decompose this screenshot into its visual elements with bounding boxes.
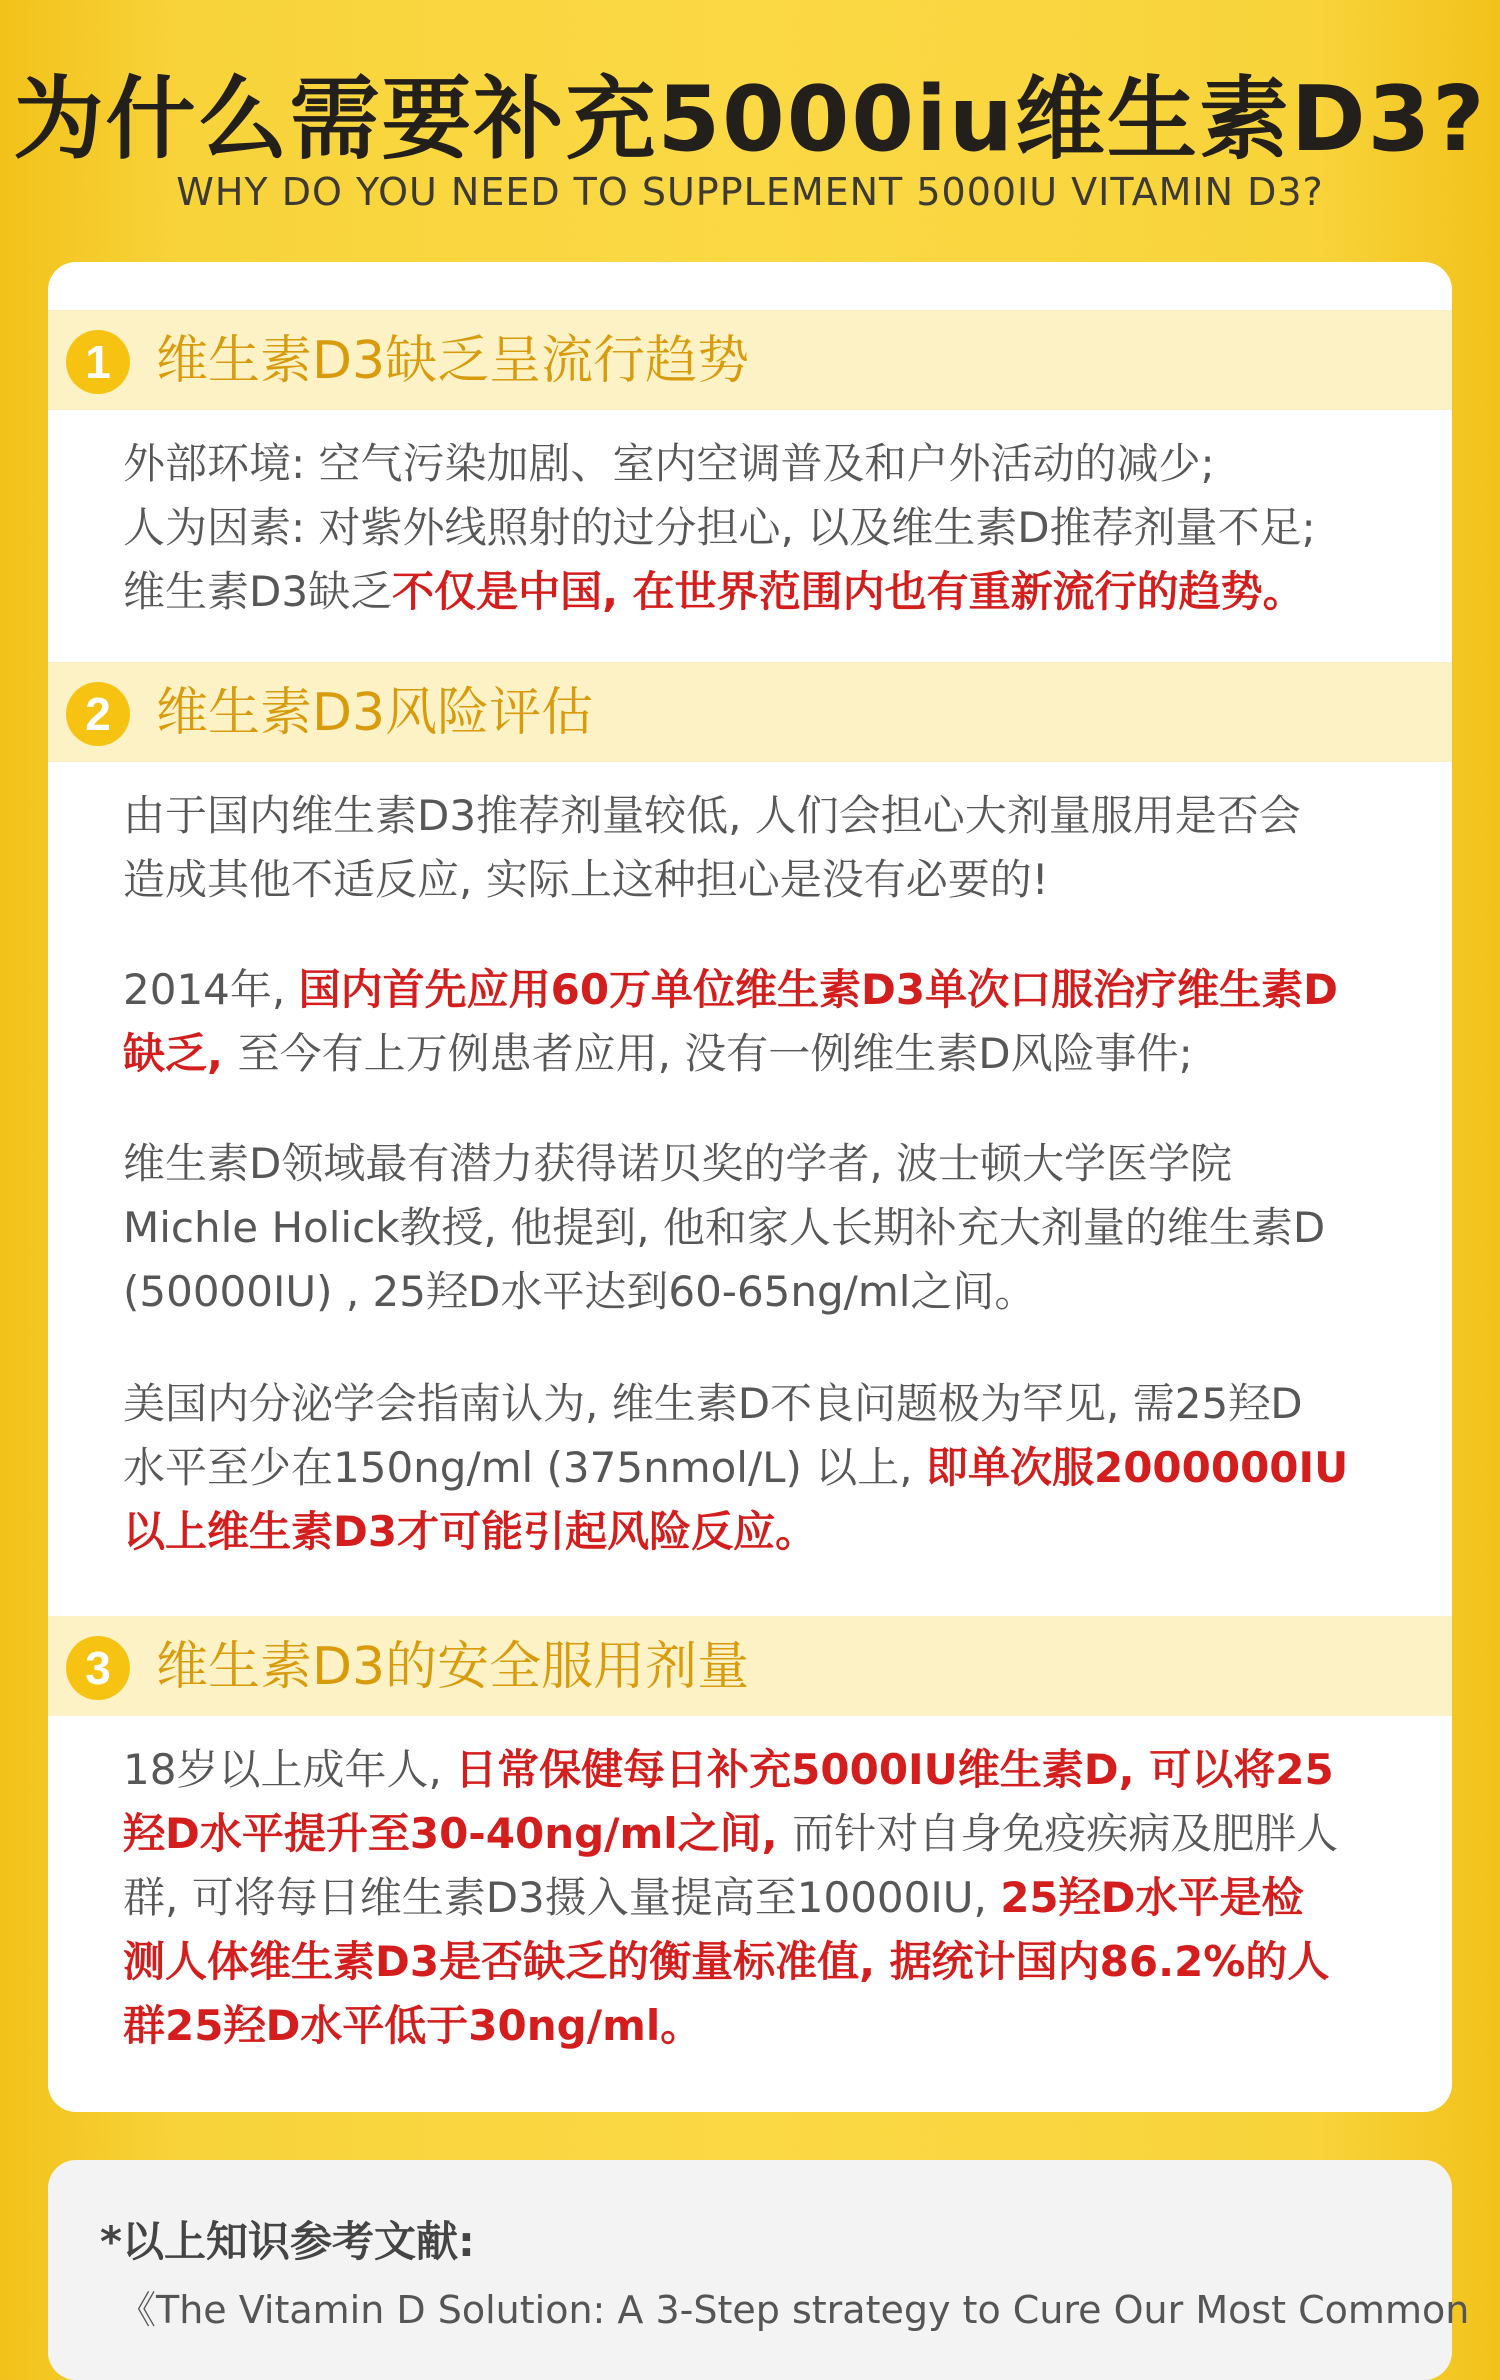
paragraph-line [123,1436,1452,1500]
body-text: 维生素D3缺乏 [123,567,393,616]
body-text: 由于国内维生素D3推荐剂量较低, 人们会担心大剂量服用是否会 [123,791,1301,840]
paragraph-line [123,560,1452,624]
paragraph-line [123,432,1452,496]
section-paragraph [123,1132,1452,1324]
body-text: 而针对自身免疫疾病及肥胖人 [792,1809,1339,1858]
paragraph-line [123,1930,1452,1994]
content-card [48,262,1452,2112]
highlight-text: 国内首先应用60万单位维生素D3单次口服治疗维生素D [298,965,1338,1014]
paragraph-line [123,1738,1452,1802]
body-text: 18岁以上成年人, [123,1745,456,1794]
paragraph-line [123,848,1452,912]
highlight-text: 即单次服2000000IU [925,1443,1349,1492]
section-paragraph [123,1372,1452,1564]
section-number-badge: 1 [66,330,130,394]
references-body: 《The Vitamin D Solution: A 3-Step strategy to Cure Our Most Common [118,2288,1470,2332]
body-text: 人为因素: 对紫外线照射的过分担心, 以及维生素D推荐剂量不足; [123,503,1316,552]
references-box [48,2160,1470,2380]
page-title: 为什么需要补充5000iu维生素D3? [13,67,1487,172]
paragraph-line [123,958,1452,1022]
paragraph-line [123,1022,1452,1086]
highlight-text: 羟D水平提升至30-40ng/ml之间, [123,1809,793,1858]
references-title: *以上知识参考文献: [100,2217,475,2266]
paragraph-line [123,1260,1452,1324]
paragraph-line [123,1994,1452,2058]
page-subtitle: WHY DO YOU NEED TO SUPPLEMENT 5000IU VITAMIN D3? [176,170,1324,214]
highlight-text: 25羟D水平是检 [1000,1873,1304,1922]
section-title: 维生素D3的安全服用剂量 [156,1637,750,1697]
paragraph-line [123,496,1452,560]
body-text: (50000IU) , 25羟D水平达到60-65ng/ml之间。 [123,1267,1037,1316]
highlight-text: 群25羟D水平低于30ng/ml。 [123,2001,703,2050]
section-title: 维生素D3缺乏呈流行趋势 [156,331,750,391]
body-text: 群, 可将每日维生素D3摄入量提高至10000IU, [123,1873,1001,1922]
section-header-1 [48,310,1452,410]
paragraph-line [123,784,1452,848]
paragraph-line [123,1500,1452,1564]
body-text: Michle Holick教授, 他提到, 他和家人长期补充大剂量的维生素D [123,1203,1326,1252]
body-text: 2014年, [123,965,299,1014]
body-text: 造成其他不适反应, 实际上这种担心是没有必要的! [123,855,1049,904]
body-text: 美国内分泌学会指南认为, 维生素D不良问题极为罕见, 需25羟D [123,1379,1303,1428]
section-number-badge: 2 [66,682,130,746]
paragraph-line [123,1372,1452,1436]
section-header-2 [48,662,1452,762]
paragraph-line [123,1196,1452,1260]
section-title: 维生素D3风险评估 [156,683,594,743]
body-text: 至今有上万例患者应用, 没有一例维生素D风险事件; [237,1029,1193,1078]
highlight-text: 缺乏, [123,1029,238,1078]
section-paragraph [123,958,1452,1086]
highlight-text: 日常保健每日补充5000IU维生素D, 可以将25 [455,1745,1334,1794]
section-paragraph [123,784,1452,912]
body-text: 水平至少在150ng/ml (375nmol/L) 以上, [123,1443,926,1492]
section-paragraph [123,432,1452,624]
paragraph-line [123,1866,1452,1930]
highlight-text: 测人体维生素D3是否缺乏的衡量标准值, 据统计国内86.2%的人 [123,1937,1330,1986]
highlight-text: 不仅是中国, 在世界范围内也有重新流行的趋势。 [392,567,1305,616]
highlight-text: 以上维生素D3才可能引起风险反应。 [123,1507,818,1556]
section-paragraph [123,1738,1452,2058]
body-text: 维生素D领域最有潜力获得诺贝奖的学者, 波士顿大学医学院 [123,1139,1233,1188]
body-text: 外部环境: 空气污染加剧、室内空调普及和户外活动的减少; [123,439,1215,488]
paragraph-line [123,1802,1452,1866]
paragraph-line [123,1132,1452,1196]
section-header-3 [48,1616,1452,1716]
section-number-badge: 3 [66,1636,130,1700]
